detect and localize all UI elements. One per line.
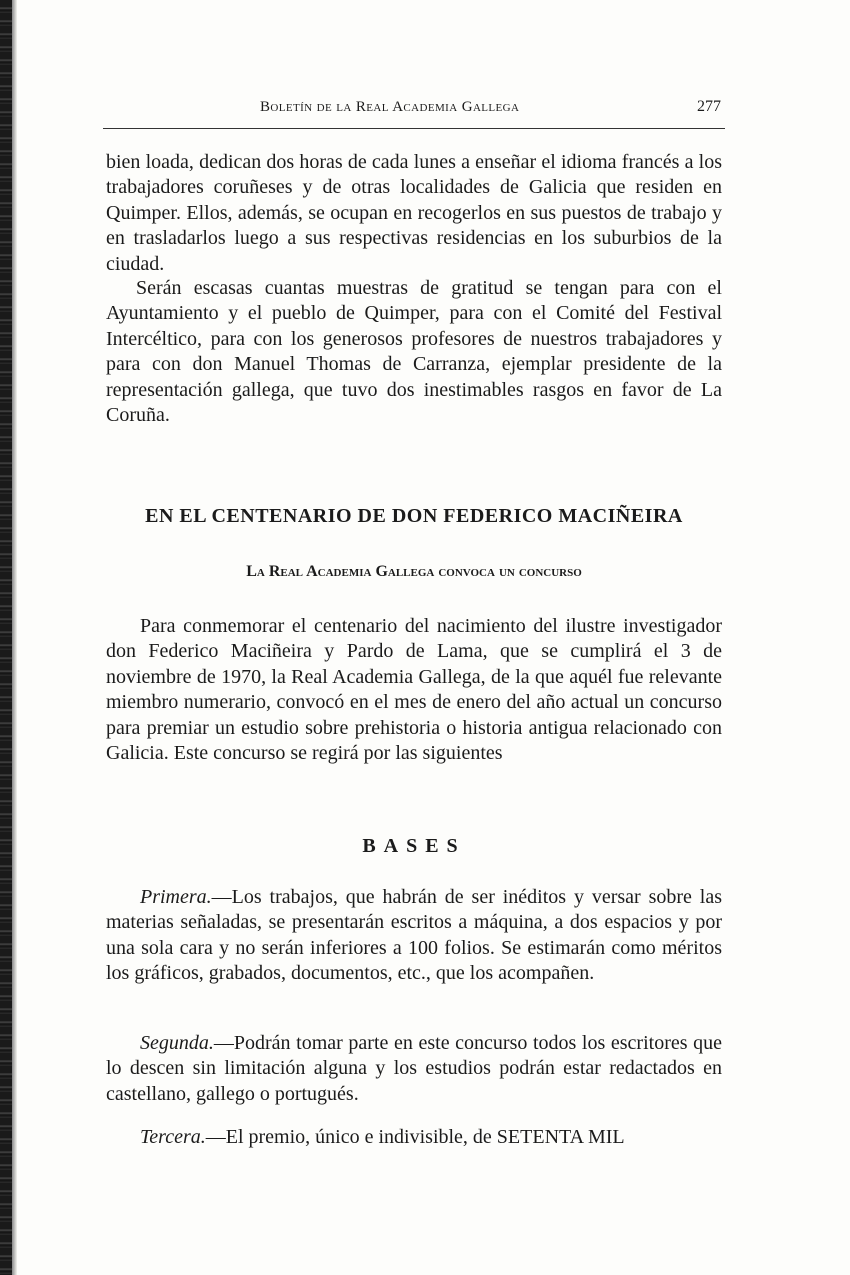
section-subtitle: La Real Academia Gallega convoca un concurso: [246, 563, 582, 580]
paragraph-contest-announcement: Para conmemorar el centenario del nacimiento del ilustre investigador don Federico Maciñeira y Pardo de Lama, que se cumplirá el 3 de noviembre de 1970, la Real Academia Gallega, de la que aquél fue relevante miembro numerario, convocó en el mes de enero del año actual un concurso para premiar un estudio sobre prehistoria o historia antigua relacionado con Galicia. Este concurso se regirá por las siguientes: [106, 615, 722, 765]
bases-heading: BASES: [362, 835, 466, 857]
page-gutter: [12, 0, 17, 1275]
running-title: Boletín de la Real Academia Gallega: [260, 99, 520, 115]
base-segunda-label: Segunda.: [140, 1032, 214, 1054]
base-tercera-text: —El premio, único e indivisible, de SETENTA MIL: [205, 1126, 625, 1148]
book-spine-shadow: [0, 0, 12, 1275]
page-header: [103, 96, 725, 129]
paragraph-base-tercera: [106, 1125, 722, 1150]
paragraph-base-segunda: [106, 1031, 722, 1107]
base-primera-label: Primera.: [140, 886, 212, 908]
paragraph-base-primera: [106, 885, 722, 987]
paragraph-quimper-classes: bien loada, dedican dos horas de cada lunes a enseñar el idioma francés a los trabajadores coruñeses y de otras localidades de Galicia que residen en Quimper. Ellos, además, se ocupan en recogerlos en sus puestos de trabajo y en trasladarlos luego a sus respectivas residencias en los suburbios de la ciudad.: [106, 151, 722, 275]
paragraph-gratitude: Serán escasas cuantas muestras de gratitud se tengan para con el Ayuntamiento y el pueblo de Quimper, para con el Comité del Festival Intercéltico, para con los generosos profesores de nuestros trabajadores y para con don Manuel Thomas de Carranza, ejemplar presidente de la representación gallega, que tuvo dos inestimables rasgos en favor de La Coruña.: [106, 277, 722, 427]
base-segunda-text: —Podrán tomar parte en este concurso todos los escritores que lo descen sin limitación alguna y los estudios podrán estar redactados en castellano, gallego o portugués.: [106, 1032, 722, 1105]
base-tercera-label: Tercera.: [140, 1126, 206, 1148]
section-title: EN EL CENTENARIO DE DON FEDERICO MACIÑEIRA: [145, 505, 683, 527]
base-primera-text: —Los trabajos, que habrán de ser inéditos y versar sobre las materias señaladas, se presentarán escritos a máquina, a dos espacios y por una sola cara y no serán inferiores a 100 folios. Se estimarán como méritos los gráficos, grabados, documentos, etc., que los acompañen.: [106, 886, 722, 985]
page-number: 277: [697, 98, 721, 115]
